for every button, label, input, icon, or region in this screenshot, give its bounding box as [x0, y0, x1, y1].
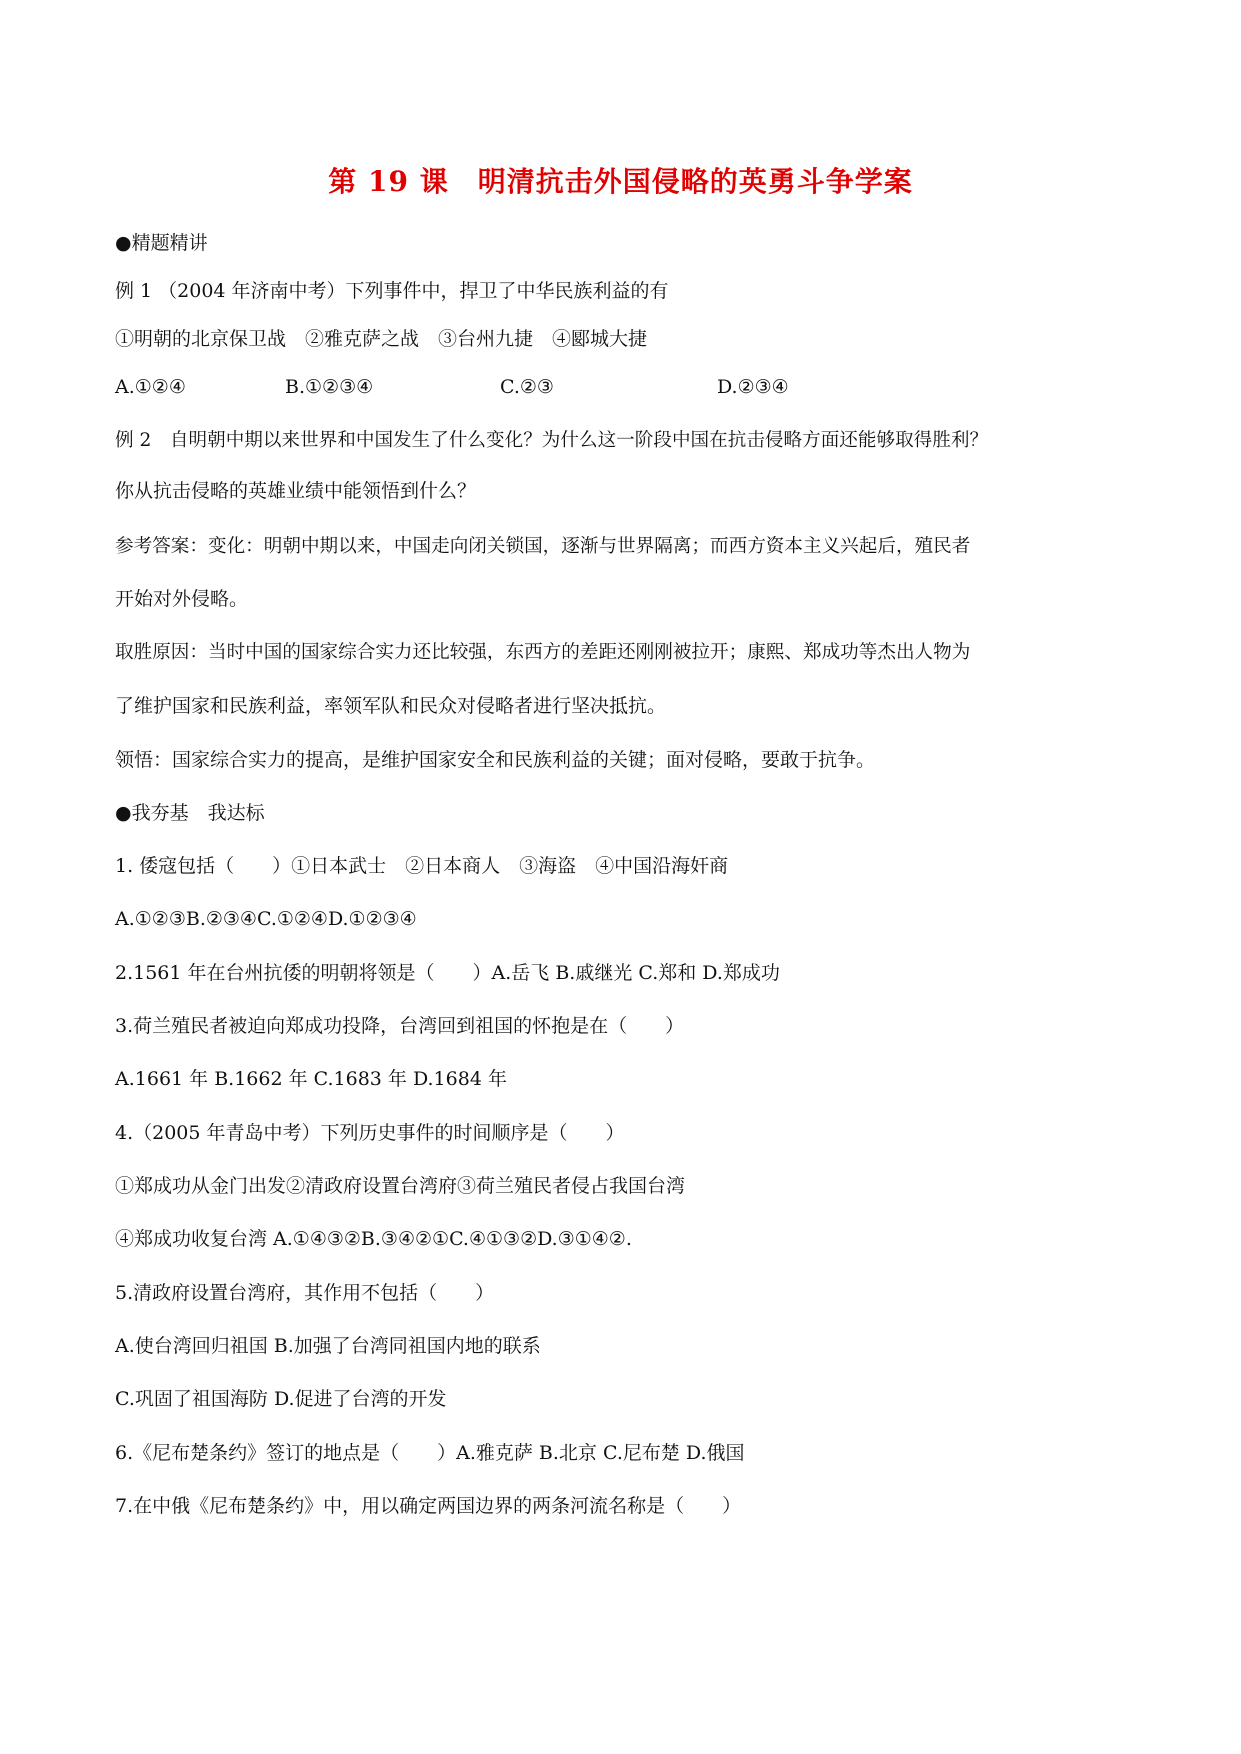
- example1-stem: 例 1 （2004 年济南中考）下列事件中，捍卫了中华民族利益的有: [115, 280, 669, 302]
- question-1-options: A.①②③B.②③④C.①②④D.①②③④: [115, 908, 417, 930]
- question-6: 6.《尼布楚条约》签订的地点是（ ）A.雅克萨 B.北京 C.尼布楚 D.俄国: [115, 1442, 745, 1464]
- question-3: 3.荷兰殖民者被迫向郑成功投降，台湾回到祖国的怀抱是在（ ）: [115, 1015, 685, 1037]
- example1-option-d: D.②③④: [717, 376, 789, 398]
- example2-answer-insight: 领悟：国家综合实力的提高，是维护国家安全和民族利益的关键；面对侵略，要敢于抗争。: [115, 749, 876, 771]
- question-4-items: ①郑成功从金门出发②清政府设置台湾府③荷兰殖民者侵占我国台湾: [115, 1175, 686, 1197]
- question-7: 7.在中俄《尼布楚条约》中，用以确定两国边界的两条河流名称是（ ）: [115, 1495, 742, 1517]
- section-heading-examples: ●精题精讲: [115, 232, 208, 254]
- example1-option-b: B.①②③④: [285, 376, 374, 398]
- question-2: 2.1561 年在台州抗倭的明朝将领是（ ）A.岳飞 B.戚继光 C.郑和 D.郑成功: [115, 962, 780, 984]
- question-5: 5.清政府设置台湾府，其作用不包括（ ）: [115, 1282, 495, 1304]
- section-heading-practice: ●我夯基 我达标: [115, 802, 265, 824]
- example2-answer-reason-line1: 取胜原因：当时中国的国家综合实力还比较强，东西方的差距还刚刚被拉开；康熙、郑成功等杰出人物为: [115, 642, 971, 663]
- question-4: 4.（2005 年青岛中考）下列历史事件的时间顺序是（ ）: [115, 1122, 625, 1144]
- example2-answer-reason-line2: 了维护国家和民族利益，率领军队和民众对侵略者进行坚决抵抗。: [115, 695, 667, 717]
- example1-items: ①明朝的北京保卫战 ②雅克萨之战 ③台州九捷 ④郾城大捷: [115, 328, 648, 350]
- example1-option-c: C.②③: [500, 376, 554, 398]
- question-3-options: A.1661 年 B.1662 年 C.1683 年 D.1684 年: [115, 1068, 507, 1090]
- example2-answer-change-line2: 开始对外侵略。: [115, 588, 249, 610]
- example2-stem-line2: 你从抗击侵略的英雄业绩中能领悟到什么？: [115, 480, 477, 502]
- example2-stem-line1: 例 2 自明朝中期以来世界和中国发生了什么变化？为什么这一阶段中国在抗击侵略方面还能够取得胜利？: [115, 430, 989, 451]
- question-5-options-line1: A.使台湾回归祖国 B.加强了台湾同祖国内地的联系: [115, 1335, 541, 1357]
- question-1: 1. 倭寇包括（ ）①日本武士 ②日本商人 ③海盗 ④中国沿海奸商: [115, 855, 729, 877]
- question-4-options: ④郑成功收复台湾 A.①④③②B.③④②①C.④①③②D.③①④②.: [115, 1228, 632, 1250]
- example1-option-a: A.①②④: [115, 376, 186, 398]
- page-title: 第 19 课 明清抗击外国侵略的英勇斗争学案: [328, 165, 913, 198]
- example2-answer-change-line1: 参考答案：变化：明朝中期以来，中国走向闭关锁国，逐渐与世界隔离；而西方资本主义兴起后，殖民者: [115, 536, 971, 557]
- question-5-options-line2: C.巩固了祖国海防 D.促进了台湾的开发: [115, 1388, 447, 1410]
